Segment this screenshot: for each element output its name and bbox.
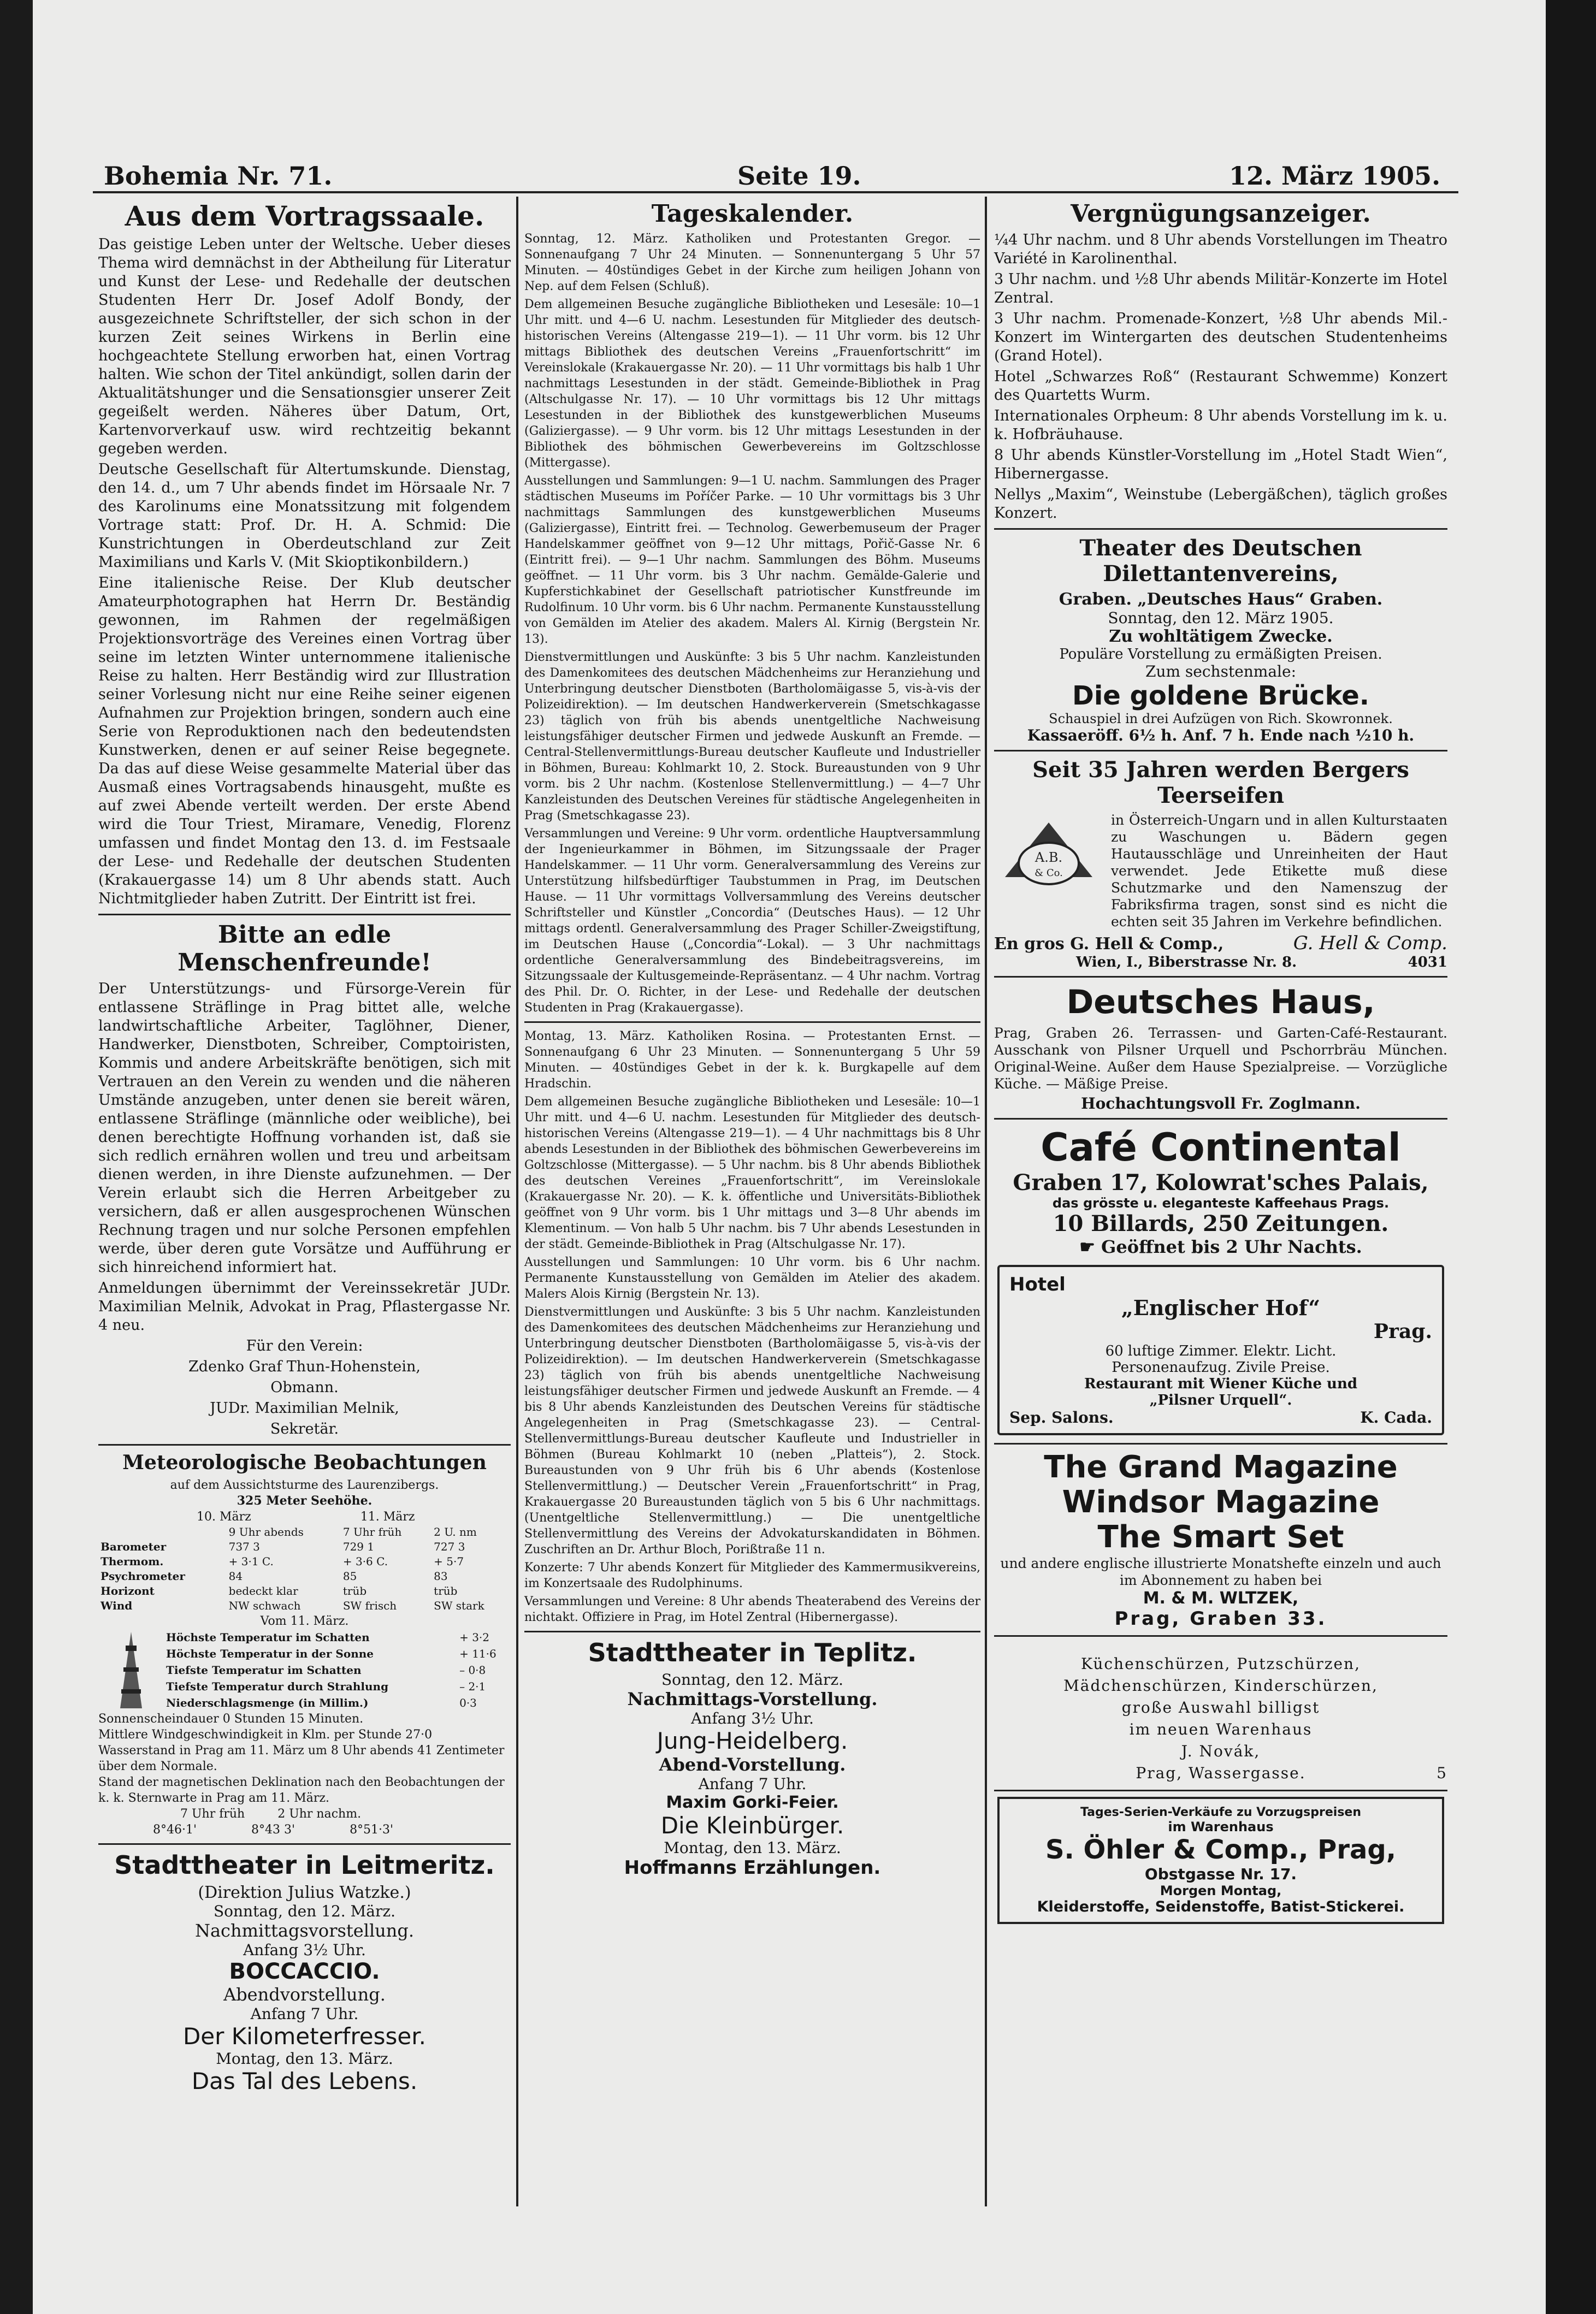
divider bbox=[994, 1443, 1447, 1445]
bitte-signature-2: Zdenko Graf Thun-Hohenstein, bbox=[188, 1358, 421, 1375]
teplitz-play-1: Jung-Heidelberg. bbox=[657, 1727, 848, 1754]
teplitz-play-2: Die Kleinbürger. bbox=[660, 1812, 844, 1839]
column-3 bbox=[994, 197, 1447, 1930]
dilettanten-info: Schauspiel in drei Aufzügen von Rich. Skowronnek. bbox=[1049, 711, 1393, 726]
hotel-englischer-hof-ad bbox=[997, 1265, 1444, 1435]
divider bbox=[994, 976, 1447, 978]
svg-text:& Co.: & Co. bbox=[1035, 867, 1063, 879]
header-center: Seite 19. bbox=[737, 161, 861, 191]
weather-declination-values: 8°46·1' 8°43 3' 8°51·3' bbox=[153, 1823, 394, 1837]
leitmeritz-date-2: Montag, den 13. März. bbox=[216, 2050, 393, 2068]
bitte-signature-3: Obmann. bbox=[270, 1379, 339, 1396]
header-left: Bohemia Nr. 71. bbox=[104, 161, 333, 191]
berger-trademark-icon bbox=[994, 812, 1103, 899]
calendar-paragraph: Sonntag, 12. März. Katholiken und Protestanten Gregor. — Sonnenaufgang 7 Uhr 24 Minuten. — Sonnenuntergang 5 Uhr 57 Minuten. — 40stündiges Gebet in der Kirche zum heiligen Johann von Nep. auf dem Felsen (Schluß). bbox=[524, 232, 980, 293]
calendar-paragraph: Dienstvermittlungen und Auskünfte: 3 bis 5 Uhr nachm. Kanzleistunden des Damenkomitees des deutschen Mädchenheims zur Heranziehung und Unterbringung deutscher Dienstboten (Bartholomäigasse 5, vis-à-vis der Polizeidirektion). — Im deutschen Handwerkerverein (Smetschkagasse 23) täglich von früh bis abends unentgeltliche Nachweisung leistungsfähiger deutscher Firmen und jedwede Auskunft an Fremde. — Central-Stellenvermittlungs-Bureau deutscher Kaufleute und Industrieller in Böhmen, Bureau: Kohlmarkt 10, 2. Stock. Bureaustunden von 9 Uhr vorm. bis 2 Uhr nachm. (Kostenlose Stellenvermittlung.) — 4—7 Uhr Kanzleistunden des Deutschen Vereines für städtische Angelegenheiten in Prag (Smetschkagasse 23). bbox=[524, 650, 980, 822]
leitmeritz-direction: (Direktion Julius Watzke.) bbox=[198, 1883, 411, 1902]
leitmeritz-play-1: BOCCACCIO. bbox=[229, 1959, 380, 1984]
calendar-title: Tageskalender. bbox=[651, 200, 854, 228]
teplitz-date: Sonntag, den 12. März. bbox=[661, 1671, 844, 1689]
leitmeritz-afternoon: Nachmittagsvorstellung. bbox=[194, 1920, 415, 1941]
teplitz-title: Stadttheater in Teplitz. bbox=[588, 1638, 917, 1667]
calendar-paragraph: Ausstellungen und Sammlungen: 10 Uhr vorm. bis 6 Uhr nachm. Permanente Kunstausstellung von Gemälden im Atelier des akadem. Malers Alois Kirnig (Bergstein Nr. 13). bbox=[524, 1256, 980, 1301]
weather-date: 11. März bbox=[360, 1510, 415, 1524]
weather-extreme-row: Tiefste Temperatur durch Strahlung – 2·1 bbox=[166, 1679, 486, 1693]
novak-line: Mädchenschürzen, Kinderschürzen, bbox=[1063, 1677, 1378, 1695]
amusement-item: 3 Uhr nachm. und ½8 Uhr abends Militär-Konzerte im Hotel Zentral. bbox=[994, 271, 1447, 306]
novak-line: Prag, Wassergasse. bbox=[1136, 1764, 1306, 1782]
cafe-hours: ☛ Geöffnet bis 2 Uhr Nachts. bbox=[1079, 1236, 1362, 1257]
dilettanten-times: Kassaeröff. 6½ h. Anf. 7 h. Ende nach ½10 h. bbox=[1027, 726, 1415, 744]
deutsches-haus-ad bbox=[994, 983, 1447, 1112]
bitte-paragraph-2: Anmeldungen übernimmt der Vereinssekretär JUDr. Maximilian Melnik, Advokat in Prag, Pflastergasse Nr. 4 neu. bbox=[98, 1280, 511, 1334]
divider bbox=[994, 1118, 1447, 1120]
hotel-owner: K. Cada. bbox=[1360, 1408, 1432, 1427]
berger-address: Wien, I., Biberstrasse Nr. 8. bbox=[1076, 954, 1297, 970]
hotel-line: „Pilsner Urquell“. bbox=[1149, 1392, 1292, 1408]
weather-title: Meteorologische Beobachtungen bbox=[122, 1451, 487, 1474]
bitte-title: Bitte an edle Menschenfreunde! bbox=[178, 921, 431, 977]
weather-row: Thermom. + 3·1 C. + 3·6 C. + 5·7 bbox=[101, 1555, 464, 1568]
header-rule bbox=[93, 191, 1458, 193]
divider bbox=[98, 1843, 511, 1845]
ohler-ad bbox=[997, 1797, 1444, 1924]
weather-row: Psychrometer 84 85 83 bbox=[101, 1570, 448, 1583]
divider bbox=[994, 750, 1447, 751]
amusement-item: 3 Uhr nachm. Promenade-Konzert, ½8 Uhr abends Mil.-Konzert im Wintergarten des deutschen Studentenheims (Grand Hotel). bbox=[994, 310, 1447, 364]
magazine-text: und andere englische illustrierte Monatshefte einzeln und auch im Abonnement zu haben bei bbox=[1000, 1555, 1441, 1588]
deutsches-haus-signature: Hochachtungsvoll Fr. Zoglmann. bbox=[1081, 1094, 1361, 1112]
hotel-line: Personenaufzug. Zivile Preise. bbox=[1112, 1359, 1330, 1376]
leitmeritz-date: Sonntag, den 12. März. bbox=[213, 1902, 396, 1920]
hotel-salons: Sep. Salons. bbox=[1009, 1408, 1114, 1427]
column-1 bbox=[98, 197, 511, 2094]
weather-table bbox=[98, 1525, 511, 1613]
teplitz-afternoon: Nachmittags-Vorstellung. bbox=[627, 1689, 878, 1709]
berger-headline: Seit 35 Jahren werden Bergers Teerseifen bbox=[1032, 757, 1409, 808]
leitmeritz-start-2: Anfang 7 Uhr. bbox=[250, 2005, 359, 2023]
ohler-line-5: Morgen Montag, bbox=[1160, 1883, 1282, 1898]
weather-sunshine: Sonnenscheindauer 0 Stunden 15 Minuten. bbox=[98, 1712, 364, 1726]
calendar-paragraph: Konzerte: 7 Uhr abends Konzert für Mitglieder des Kammermusikvereins, im Konzertsaale des Rudolphinums. bbox=[524, 1561, 980, 1590]
amusement-item: Nellys „Maxim“, Weinstube (Lebergäßchen), täglich großes Konzert. bbox=[994, 486, 1447, 522]
bitte-signature-1: Für den Verein: bbox=[246, 1337, 363, 1354]
amusement-item: Hotel „Schwarzes Roß“ (Restaurant Schwemme) Konzert des Quartetts Wurm. bbox=[994, 368, 1447, 404]
calendar-paragraph: Dem allgemeinen Besuche zugängliche Bibliotheken und Lesesäle: 10—1 Uhr mitt. und 4—6 U. nachm. Lesestunden für Mitglieder des deutsch-historischen Vereins (Altengasse 219—1). — 11 Uhr vorm. bis 12 Uhr mittags Bibliothek des deutschen Vereins „Frauenfortschritt“ im Vereinslokale (Krakauergasse Nr. 20). — 11 Uhr vormittags bis halb 1 Uhr nachmittags Lesestunden in der städt. Gemeinde-Bibliothek in Prag (Altschulgasse Nr. 17). — 10 Uhr vormittags bis 12 Uhr mittags Lesestunden in der Bibliothek des kunstgewerblichen Museums (Galiziergasse). — 9 Uhr vorm. bis 12 Uhr mittags Lesestunden in der Bibliothek des böhmischen Gewerbevereins im Goltzschlosse (Mittergasse). bbox=[524, 298, 980, 470]
hotel-name: „Englischer Hof“ bbox=[1121, 1295, 1321, 1320]
leitmeritz-play-3: Das Tal des Lebens. bbox=[191, 2068, 418, 2094]
weather-extreme-row: Niederschlagsmenge (in Millim.) 0·3 bbox=[166, 1696, 477, 1709]
teplitz-start-2: Anfang 7 Uhr. bbox=[698, 1775, 807, 1793]
dilettanten-title: Theater des Deutschen Dilettantenvereins, bbox=[1079, 535, 1362, 587]
ohler-line-6: Kleiderstoffe, Seidenstoffe, Batist-Stickerei. bbox=[1037, 1898, 1405, 1915]
newspaper-page bbox=[33, 0, 1546, 2314]
column-rule-2 bbox=[985, 197, 987, 2206]
weather-wind: Mittlere Windgeschwindigkeit in Klm. per Stunde 27·0 bbox=[98, 1728, 433, 1742]
magazine-title-1: The Grand Magazine bbox=[1044, 1449, 1398, 1485]
calendar-paragraph: Versammlungen und Vereine: 8 Uhr abends Theaterabend des Vereins der nichtakt. Offiziere in Prag, im Hotel Zentral (Hibernergasse). bbox=[524, 1595, 980, 1624]
leitmeritz-theater-ad bbox=[98, 1850, 511, 2094]
dilettanten-address: Graben. „Deutsches Haus“ Graben. bbox=[1059, 590, 1383, 609]
teplitz-evening: Abend-Vorstellung. bbox=[659, 1754, 846, 1775]
hotel-city: Prag. bbox=[1373, 1320, 1432, 1343]
teplitz-date-2: Montag, den 13. März. bbox=[664, 1839, 841, 1857]
divider bbox=[98, 914, 511, 915]
teplitz-start-1: Anfang 3½ Uhr. bbox=[691, 1709, 814, 1727]
dilettanten-play: Die goldene Brücke. bbox=[1072, 680, 1369, 711]
weather-date: 10. März bbox=[197, 1510, 251, 1524]
calendar-paragraph: Dienstvermittlungen und Auskünfte: 3 bis 5 Uhr nachm. Kanzleistunden des Damenkomitees des deutschen Mädchenheims zur Heranziehung und Unterbringung deutscher Dienstboten (Bartholomäigasse 5, vis-à-vis der Polizeidirektion). — Im deutschen Handwerkerverein (Smetschkagasse 23) täglich von früh bis abends unentgeltliche Nachweisung leistungsfähiger deutscher Firmen und jedwede Auskunft an Fremde. — 4 bis 8 Uhr abends Kanzleistunden des Deutschen Vereins für städtische Angelegenheiten in Prag (Smetschkagasse 23). — Central-Stellenvermittlungs-Bureau deutscher Kaufleute und Industrieller in Böhmen (Bureau Kohlmarkt 10 (neben „Platteis“), 2. Stock. Bureaustunden von 9 Uhr früh bis 6 Uhr abends (Kostenlose Stellenvermittlung.) — Deutscher Verein „Frauenfortschritt“ in Prag, Krakauergasse 20 Bureaustunden täglich von 5 bis 6 Uhr nachmittags. (Unentgeltliche Stellenvermittlung.) — Die unentgeltliche Stellenvermittlung des Vereins der Advokaturskandidaten in Böhmen. Zuschriften an Dr. Arthur Bloch, Porißtraße 11 n. bbox=[524, 1305, 980, 1557]
magazine-title-3: The Smart Set bbox=[1097, 1519, 1344, 1555]
calendar-paragraph: Ausstellungen und Sammlungen: 9—1 U. nachm. Sammlungen des Prager städtischen Museums im Poříčer Parke. — 10 Uhr vormittags bis 3 Uhr nachmittags Sammlungen des kunstgewerblichen Museums (Galiziergasse), Eintritt frei. — Technolog. Gewerbemuseum der Prager Handelskammer geöffnet von 9—12 Uhr mittags, Pořič-Gasse Nr. 6 (Eintritt frei). — 9—1 Uhr nachm. Sammlungen des Böhm. Museums geöffnet. — 11 Uhr vorm. bis 3 Uhr nachm. Gemälde-Galerie und Kupferstichkabinet der Gesellschaft patriotischer Kunstfreunde im Rudolfinum. 10 Uhr vorm. bis 6 Uhr nachm. Permanente Kunstausstellung von Gemälden im Atelier des akadem. Malers Al. Kirnig (Bergstein Nr. 13). bbox=[524, 474, 980, 646]
lookout-tower-icon bbox=[98, 1629, 164, 1711]
cafe-billiards: 10 Billards, 250 Zeitungen. bbox=[1053, 1211, 1389, 1236]
pointing-hand-icon: ☛ bbox=[1079, 1236, 1102, 1257]
weather-extremes-table bbox=[164, 1629, 511, 1711]
novak-line: im neuen Warenhaus bbox=[1129, 1720, 1313, 1738]
deutsches-haus-text: Prag, Graben 26. Terrassen- und Garten-Café-Restaurant. Ausschank von Pilsner Urquell und Pschorrbräu München. Original-Weine. Außer dem Hause Spezialpreise. — Vorzügliche Küche. — Mäßige Preise. bbox=[994, 1025, 1447, 1092]
dilettanten-date: Sonntag, den 12. März 1905. bbox=[1108, 609, 1334, 627]
divider bbox=[524, 1021, 980, 1023]
weather-subtitle: auf dem Aussichtsturme des Laurenzibergs. bbox=[170, 1478, 439, 1492]
bitte-signature-4: JUDr. Maximilian Melnik, bbox=[210, 1400, 399, 1417]
dilettanten-purpose: Zu wohltätigem Zwecke. bbox=[1109, 627, 1333, 646]
novak-ad bbox=[994, 1653, 1447, 1784]
amusement-item: 8 Uhr abends Künstler-Vorstellung im „Hotel Stadt Wien“, Hibernergasse. bbox=[994, 447, 1447, 482]
deutsches-haus-title: Deutsches Haus, bbox=[1066, 983, 1375, 1021]
divider bbox=[994, 1790, 1447, 1791]
novak-number: 5 bbox=[1437, 1764, 1447, 1782]
vortrag-title: Aus dem Vortragssaale. bbox=[125, 200, 484, 232]
column-rule-1 bbox=[516, 197, 518, 2206]
ohler-name: S. Öhler & Comp., Prag, bbox=[1045, 1834, 1397, 1865]
berger-logo bbox=[994, 812, 1103, 932]
weather-vom: Vom 11. März. bbox=[260, 1614, 349, 1628]
calendar-paragraph: Montag, 13. März. Katholiken Rosina. — Protestanten Ernst. — Sonnenaufgang 6 Uhr 23 Minuten. — Sonnenuntergang 5 Uhr 59 Minuten. — 40stündiges Gebet in der k. k. Burgkapelle auf dem Hradschin. bbox=[524, 1029, 980, 1091]
dilettanten-sixth: Zum sechstenmale: bbox=[1145, 662, 1297, 680]
divider bbox=[524, 1631, 980, 1632]
amusement-item: ¼4 Uhr nachm. und 8 Uhr abends Vorstellungen im Theatro Variété in Karolinenthal. bbox=[994, 232, 1447, 267]
cafe-title: Café Continental bbox=[1041, 1125, 1401, 1170]
weather-row: Wind NW schwach SW frisch SW stark bbox=[101, 1599, 484, 1612]
berger-logo-text: A.B. bbox=[1035, 850, 1063, 865]
vortrag-paragraph-2: Deutsche Gesellschaft für Altertumskunde. Dienstag, den 14. d., um 7 Uhr abends findet im Hörsaale Nr. 7 des Karolinums eine Monatssitzung mit folgendem Vortrage statt: Prof. Dr. H. A. Schmid: Die Kunstrichtungen in Oberdeutschland zur Zeit Maximilians und Karls V. (Mit Skioptikonbildern.) bbox=[98, 461, 511, 571]
weather-dates bbox=[197, 1509, 511, 1525]
leitmeritz-title: Stadttheater in Leitmeritz. bbox=[114, 1850, 495, 1880]
calendar-paragraph: Versammlungen und Vereine: 9 Uhr vorm. ordentliche Hauptversammlung der Ingenieurkammer in Böhmen, im Sitzungssaale der Prager Handelskammer. — 11 Uhr vorm. Generalversammlung des Vereins zur Unterstützung hilfsbedürftiger Taubstummen in Prag, im Deutschen Hause. — 11 Uhr vormittags Vollversammlung des Vereins deutscher Schriftsteller und Künstler „Concordia“ (Deutsches Haus). — 12 Uhr mittags ordentl. Generalversammlung des Prager Schiller-Zweigstiftung, im Deutschen Hause („Concordia“-Lokal). — 3 Uhr nachmittags ordentliche Generalversammlung des Bindebeitragsvereins, im Sitzungssaale der Kultusgemeinde-Repräsentanz. — 4 Uhr nachm. Vortrag des Phil. Dr. O. Richter, in der Lese- und Redehalle der deutschen Studenten in Prag (Krakauergasse). bbox=[524, 827, 980, 1015]
novak-line: J. Novák, bbox=[1181, 1742, 1261, 1760]
leitmeritz-play-2: Der Kilometerfresser. bbox=[182, 2023, 427, 2050]
teplitz-play-3: Hoffmanns Erzählungen. bbox=[624, 1857, 881, 1879]
bitte-paragraph-1: Der Unterstützungs- und Fürsorge-Verein für entlassene Sträflinge in Prag bittet alle, welche landwirtschaftliche Arbeiter, Taglöhner, Diener, Handwerker, Dienstboten, Schreiber, Comptoiristen, Kommis und andere Arbeitskräfte benötigen, sich mit Vertrauen an den Verein zu wenden und die näheren Umstände anzugeben, unter denen sie bereit wären, entlassene Sträflinge (männliche oder weibliche), bei denen berechtigte Hoffnung vorhanden ist, daß sie sich redlich ernähren wollen und treu und arbeitsam dienen werden, in ihre Dienste aufzunehmen. — Der Verein erlaubt sich die Herren Arbeitgeber zu versichern, daß er allen ausgesprochenen Wünschen Rechnung tragen und nur solche Personen empfehlen werde, über deren gute Vorsätze und Aufführung er sich hinreichend informiert hat. bbox=[98, 980, 511, 1276]
column-2 bbox=[524, 197, 980, 1879]
cafe-subtitle: das grösste u. eleganteste Kaffeehaus Prags. bbox=[1052, 1196, 1390, 1211]
ohler-line-2: im Warenhaus bbox=[1168, 1819, 1274, 1834]
weather-times-row bbox=[98, 1525, 511, 1540]
leitmeritz-start-1: Anfang 3½ Uhr. bbox=[243, 1941, 366, 1959]
weather-section bbox=[98, 1451, 511, 1838]
weather-waterlevel: Wasserstand in Prag am 11. März um 8 Uhr abends 41 Zentimeter über dem Normale. bbox=[98, 1744, 505, 1773]
weather-row: Barometer 737 3 729 1 727 3 bbox=[101, 1540, 465, 1553]
amusement-item: Internationales Orpheum: 8 Uhr abends Vorstellung im k. u. k. Hofbräuhause. bbox=[994, 407, 1447, 443]
scan-edge bbox=[1546, 0, 1596, 2314]
novak-line: Küchenschürzen, Putzschürzen, bbox=[1081, 1655, 1361, 1673]
magazine-firm: M. & M. WLTZEK, bbox=[1143, 1589, 1299, 1608]
weather-extreme-row: Höchste Temperatur in der Sonne + 11·6 bbox=[166, 1647, 496, 1660]
berger-signature: G. Hell & Comp. bbox=[1293, 932, 1447, 954]
hotel-line: 60 luftige Zimmer. Elektr. Licht. bbox=[1105, 1343, 1337, 1359]
vortrag-paragraph-3: Eine italienische Reise. Der Klub deutscher Amateurphotographen hat Herrn Dr. Beständig gewonnen, im Rahmen der regelmäßigen Projektionsvorträge des Vereines einen Vortrag über seine im letzten Winter unternommene italienische Reise zu halten. Herr Beständig wird zur Illustration seiner Vorlesung nicht nur eine Reihe seiner eigenen Aufnahmen zur Projektion bringen, sondern auch eine Serie von Reproduktionen nach den bedeutendsten Kunstwerken, denen er auf seiner Reise begegnete. Da das auf diese Weise gesammelte Material über das Ausmaß eines Vortragsabends hinausgeht, mußte es auf zwei Abende verteilt werden. Der erste Abend wird die Tour Triest, Miramare, Venedig, Florenz umfassen und findet Montag den 13. d. im Festsaale der Lese- und Redehalle der deutschen Studenten (Krakauergasse 14) um 8 Uhr abends statt. Auch Nichtmitglieder haben Zutritt. Der Eintritt ist frei. bbox=[98, 575, 511, 907]
novak-line: große Auswahl billigst bbox=[1121, 1698, 1320, 1717]
divider bbox=[994, 528, 1447, 530]
leitmeritz-evening: Abendvorstellung. bbox=[223, 1984, 386, 2005]
weather-extreme-row: Höchste Temperatur im Schatten + 3·2 bbox=[166, 1630, 490, 1644]
vortrag-paragraph-1: Das geistige Leben unter der Weltsche. Ueber dieses Thema wird demnächst in der Abtheilung für Literatur und Kunst der Lese- und Redehalle der deutschen Studenten Herr Dr. Josef Adolf Bondy, der ausgezeichnete Schriftsteller, der sich schon in der kurzen Zeit seines Wirkens in Berlin eine hochgeachtete Stellung erworben hat, einen Vortrag halten. Wie schon der Titel ankündigt, sollen darin der Aktualitätshunger und die Sensationsgier unserer Zeit gegeißelt werden. Näheres über Datum, Ort, Kartenvorverkauf usw. wird rechtzeitig bekannt gegeben werden. bbox=[98, 236, 511, 457]
weather-time: 9 Uhr abends bbox=[228, 1525, 304, 1538]
weather-declination-times: 7 Uhr früh 2 Uhr nachm. bbox=[180, 1807, 362, 1821]
hotel-line: Restaurant mit Wiener Küche und bbox=[1084, 1376, 1358, 1392]
weather-height: 325 Meter Seehöhe. bbox=[237, 1494, 373, 1508]
hotel-label: Hotel bbox=[1009, 1274, 1066, 1295]
dilettanten-ad bbox=[994, 535, 1447, 744]
weather-extreme-row: Tiefste Temperatur im Schatten – 0·8 bbox=[166, 1663, 486, 1677]
ohler-line-1: Tages-Serien-Verkäufe zu Vorzugspreisen bbox=[1080, 1806, 1362, 1819]
bitte-signature-5: Sekretär. bbox=[270, 1421, 339, 1437]
weather-time: 7 Uhr früh bbox=[342, 1525, 402, 1538]
berger-soap-ad bbox=[994, 757, 1447, 970]
magazine-ad bbox=[994, 1450, 1447, 1630]
teplitz-theater-ad bbox=[524, 1638, 980, 1879]
teplitz-gorki: Maxim Gorki-Feier. bbox=[666, 1793, 839, 1812]
amusement-title: Vergnügungsanzeiger. bbox=[1071, 200, 1371, 228]
weather-declination: Stand der magnetischen Deklination nach den Beobachtungen der k. k. Sternwarte in Prag am 11. März. bbox=[98, 1776, 505, 1805]
cafe-address: Graben 17, Kolowrat'sches Palais, bbox=[1013, 1170, 1429, 1196]
weather-extremes bbox=[98, 1629, 511, 1711]
berger-engros: En gros G. Hell & Comp., bbox=[994, 934, 1224, 954]
berger-number: 4031 bbox=[1408, 954, 1447, 970]
calendar-paragraph: Dem allgemeinen Besuche zugängliche Bibliotheken und Lesesäle: 10—1 Uhr mitt. und 4—6 U. nachm. Lesestunden für Mitglieder des deutsch-historischen Vereins (Altengasse 219—1). — 4 Uhr nachmittags bis 8 Uhr abends Lesestunden in der Bibliothek des böhmischen Gewerbevereins im Goltzschlosse (Mittergasse). — 5 Uhr nachm. bis 8 Uhr abends Bibliothek des deutschen Vereines „Frauenfortschritt“, im Vereinslokale (Krakauergasse Nr. 20). — K. k. öffentliche und Universitäts-Bibliothek geöffnet von 9 Uhr vorm. bis 1 Uhr mittags und 3—8 Uhr abends im Klementinum. — Von halb 5 Uhr nachm. bis 7 Uhr abends Lesestunden in der städt. Gemeinde-Bibliothek in Prag (Altschulgasse Nr. 17). bbox=[524, 1095, 980, 1251]
divider bbox=[994, 1635, 1447, 1637]
berger-text: in Österreich-Ungarn und in allen Kulturstaaten zu Waschungen u. Bädern gegen Hautausschläge und Unreinheiten der Haut verwendet. Jede Etikette muß diese Schutzmarke und den Namenszug der Fabriksfirma tragen, sonst sind es nicht die echten seit 35 Jahren im Verkehre befindlichen. bbox=[1111, 812, 1447, 930]
weather-row: Horizont bedeckt klar trüb trüb bbox=[101, 1584, 458, 1597]
dilettanten-popular: Populäre Vorstellung zu ermäßigten Preisen. bbox=[1059, 646, 1382, 662]
divider bbox=[98, 1444, 511, 1446]
cafe-continental-ad bbox=[994, 1125, 1447, 1257]
header-right: 12. März 1905. bbox=[1229, 161, 1441, 191]
magazine-address: Prag, Graben 33. bbox=[1114, 1608, 1327, 1630]
weather-time: 2 U. nm bbox=[434, 1525, 477, 1538]
ohler-address: Obstgasse Nr. 17. bbox=[1144, 1865, 1297, 1883]
magazine-title-2: Windsor Magazine bbox=[1062, 1484, 1380, 1520]
